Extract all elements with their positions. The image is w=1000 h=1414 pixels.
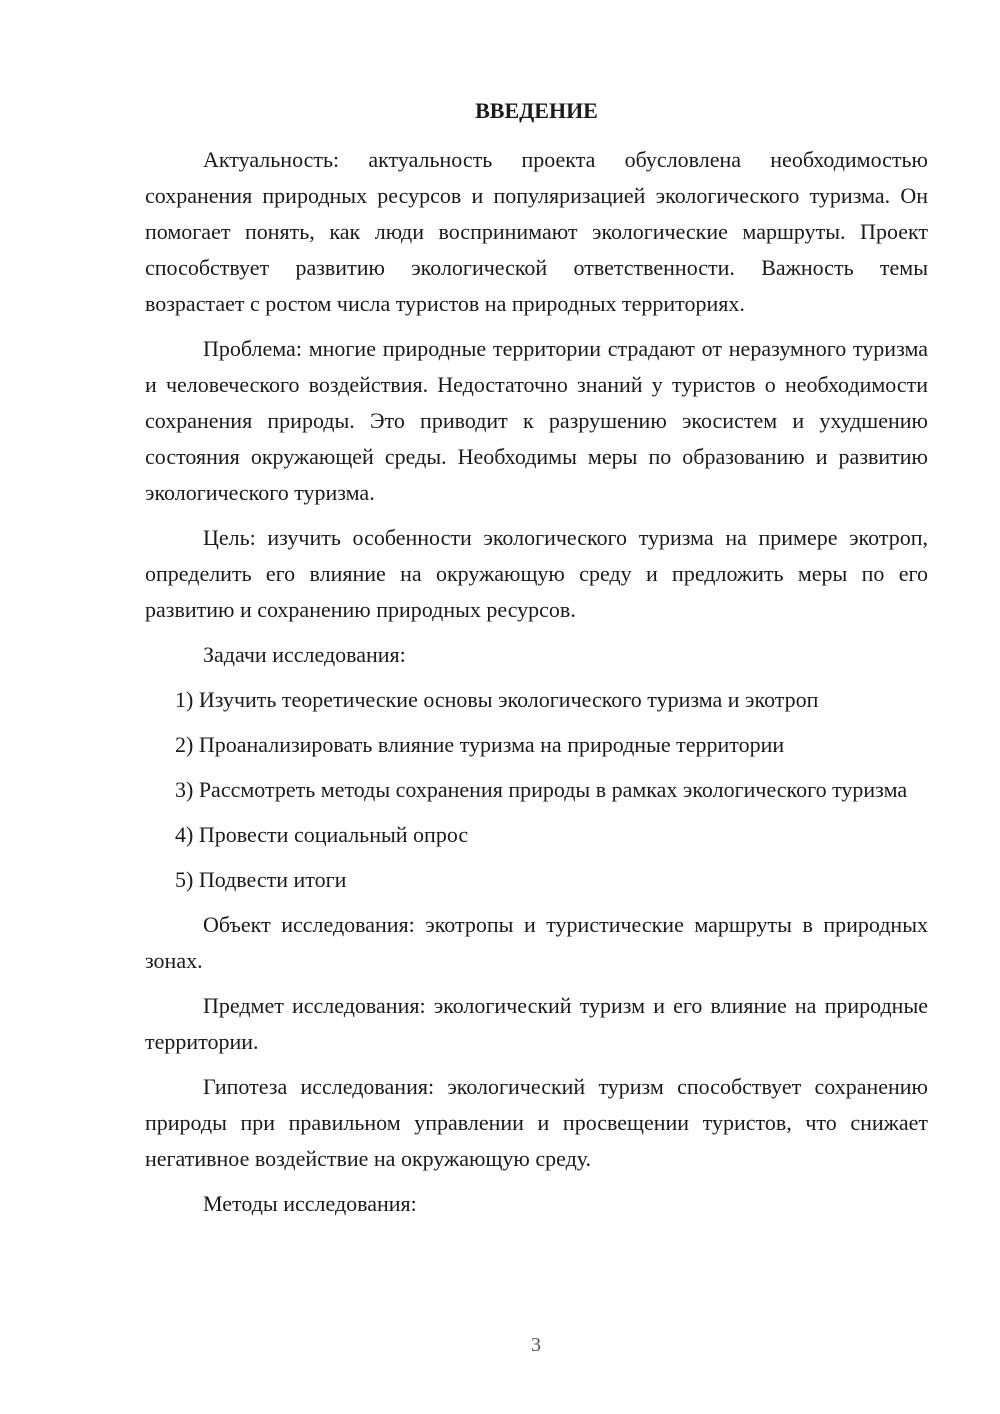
page-number: 3	[531, 1334, 541, 1356]
task-item-2: 2) Проанализировать влияние туризма на природные территории	[175, 732, 785, 757]
task-item-1: 1) Изучить теоретические основы экологического туризма и экотроп	[175, 687, 819, 712]
object-paragraph: Объект исследования: экотропы и туристические маршруты в природных зонах.	[145, 912, 928, 973]
subject-paragraph: Предмет исследования: экологический туризм и его влияние на природные территории.	[145, 993, 928, 1054]
section-title: ВВЕДЕНИЕ	[475, 98, 598, 123]
hypothesis-paragraph: Гипотеза исследования: экологический туризм способствует сохранению природы при правильном управлении и просвещении туристов, что снижает негативное воздействие на окружающую среду.	[145, 1074, 928, 1171]
methods-heading: Методы исследования:	[203, 1191, 417, 1216]
tasks-heading: Задачи исследования:	[203, 642, 406, 667]
problem-paragraph: Проблема: многие природные территории страдают от неразумного туризма и человеческого воздействия. Недостаточно знаний у туристов о необходимости сохранения природы. Это приводит к разрушению экосистем и ухудшению состояния окружающей среды. Необходимы меры по образованию и развитию экологического туризма.	[145, 336, 928, 505]
relevance-paragraph: Актуальность: актуальность проекта обусловлена необходимостью сохранения природных ресурсов и популяризацией экологического туризма. Он помогает понять, как люди воспринимают экологические маршруты. Проект способствует развитию экологической ответственности. Важность темы возрастает с ростом числа туристов на природных территориях.	[145, 147, 928, 316]
goal-paragraph: Цель: изучить особенности экологического туризма на примере экотроп, определить его влияние на окружающую среду и предложить меры по его развитию и сохранению природных ресурсов.	[145, 525, 928, 622]
task-item-3: 3) Рассмотреть методы сохранения природы в рамках экологического туризма	[175, 777, 908, 802]
document-body	[145, 142, 928, 1231]
task-item-4: 4) Провести социальный опрос	[175, 822, 469, 847]
task-item-5: 5) Подвести итоги	[175, 867, 347, 892]
